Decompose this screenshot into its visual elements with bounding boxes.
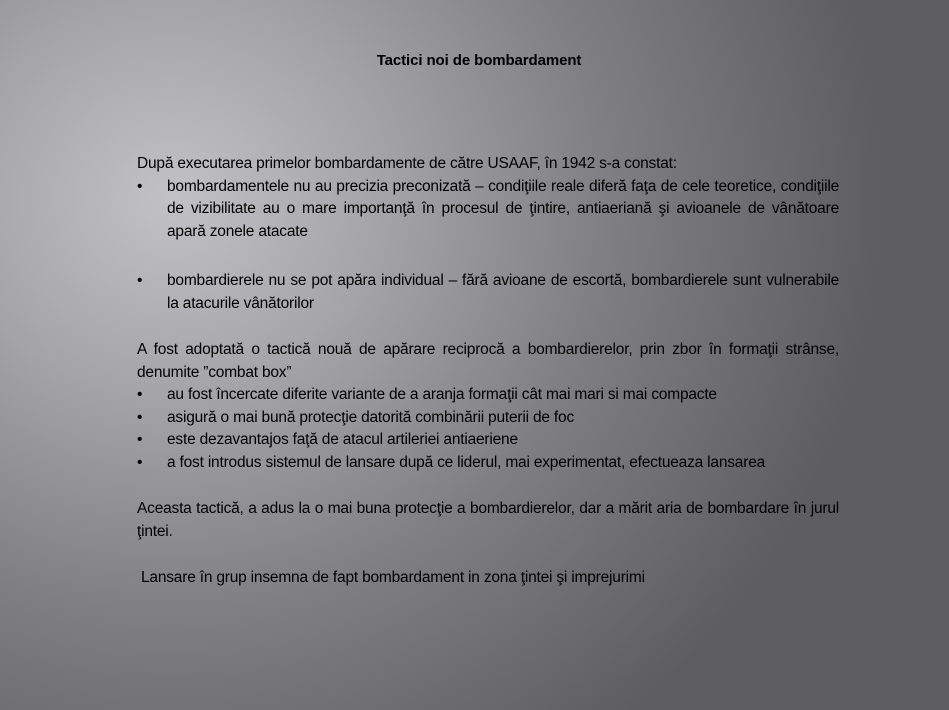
bullet-icon: • xyxy=(137,177,143,195)
second-bullet-block xyxy=(137,270,839,315)
bullet-text: asigură o mai bună protecţie datorită combinării puterii de foc xyxy=(167,408,574,426)
combat-box-bullet-list xyxy=(137,384,839,474)
list-item xyxy=(137,407,839,430)
bullet-text: au fost încercate diferite variante de a aranja formaţii cât mai mari si mai compacte xyxy=(167,386,717,403)
combat-box-paragraph: A fost adoptată o tactică nouă de apărare reciprocă a bombardierelor, prin zbor în formaţii strânse, denumite ”combat box” xyxy=(137,341,839,381)
bullet-text: este dezavantajos faţă de atacul artileriei antiaeriene xyxy=(167,431,518,448)
spacer xyxy=(137,315,839,339)
first-bullet-list xyxy=(137,176,839,244)
bullet-text: bombardamentele nu au precizia preconizată – condiţiile reale diferă faţa de cele teoretice, condiţiile de vizibilitate au o mare importanţă în procesul de ţintire, antiaeriană şi avioanele de vânătoare apară zonele atacate xyxy=(167,177,839,240)
spacer xyxy=(137,474,839,498)
bullet-text: a fost introdus sistemul de lansare după ce liderul, mai experimentat, efectueaza lansarea xyxy=(167,453,766,471)
spacer xyxy=(137,243,839,270)
bullet-text: bombardierele nu se pot apăra individual – fără avioane de escortă, bombardierele sunt vulnerabile la atacurile vânătorilor xyxy=(167,272,839,312)
bullet-icon: • xyxy=(137,386,143,403)
list-item xyxy=(137,270,839,315)
bullet-icon: • xyxy=(137,431,143,448)
list-item xyxy=(137,429,839,452)
conclusion-paragraph: Aceasta tactică, a adus la o mai buna protecţie a bombardierelor, dar a mărit aria de bombardare în jurul ţintei. xyxy=(137,500,839,540)
bullet-icon: • xyxy=(137,272,143,289)
list-item xyxy=(137,176,839,244)
list-item xyxy=(137,384,839,407)
note-paragraph: Lansare în grup insemna de fapt bombardament in zona ţintei şi imprejurimi xyxy=(141,569,645,586)
intro-paragraph: După executarea primelor bombardamente de către USAAF, în 1942 s-a constat: xyxy=(137,155,677,172)
bullet-icon: • xyxy=(137,408,143,426)
spacer xyxy=(137,543,839,567)
slide-title: Tactici noi de bombardament xyxy=(376,52,582,69)
list-item xyxy=(137,452,839,475)
bullet-icon: • xyxy=(137,453,143,471)
slide-content xyxy=(137,153,839,590)
